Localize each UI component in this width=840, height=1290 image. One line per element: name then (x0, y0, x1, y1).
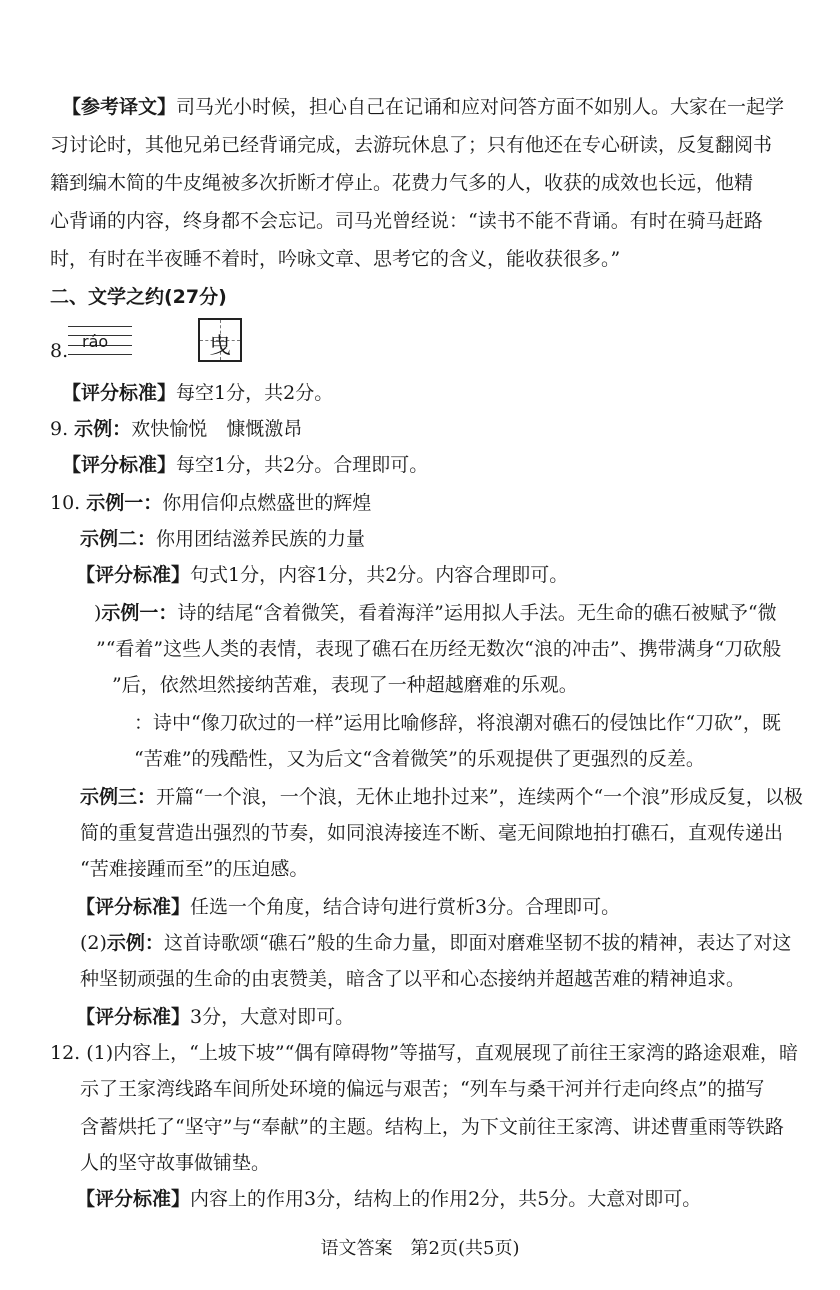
body-text: ：诗中“像刀砍过的一样”运用比喻修辞，将浪潮对礁石的侵蚀比作“刀砍”，既 (134, 712, 781, 734)
body-text: 你用信仰点燃盛世的辉煌 (162, 492, 372, 514)
body-text: 含蓄烘托了“坚守”与“奉献”的主题。结构上，为下文前往王家湾、讲述曹重雨等铁路 (80, 1116, 784, 1138)
page-footer: 语文答案 第2页(共5页) (320, 1238, 520, 1259)
body-text: 籍到编木简的牛皮绳被多次折断才停止。花费力气多的人，收获的成效也长远，他精 (50, 172, 754, 194)
text-line (112, 676, 578, 695)
character-box (198, 318, 242, 362)
body-text: “苦难”的残酷性，又为后文“含着微笑”的乐观提供了更强烈的反差。 (134, 748, 705, 770)
body-text: ”后，依然坦然接纳苦难，表现了一种超越磨难的乐观。 (112, 674, 578, 696)
body-text: ) (94, 602, 102, 624)
text-line (134, 714, 781, 733)
body-text: 你用团结滋养民族的力量 (156, 528, 366, 550)
body-text: 诗的结尾“含着微笑，看着海洋”运用拟人手法。无生命的礁石被赋予“微 (177, 602, 777, 624)
text-line (50, 250, 620, 269)
body-text: 人的坚守故事做铺垫。 (80, 1152, 271, 1174)
section-heading: 二、文学之约(27分) (50, 286, 227, 308)
text-line (50, 212, 763, 231)
text-line (80, 824, 783, 843)
body-text: 开篇“一个浪，一个浪，无休止地扑过来”，连续两个“一个浪”形成反复，以极 (156, 786, 803, 808)
text-line (80, 860, 308, 879)
text-line (80, 1080, 764, 1099)
label-text: 【评分标准】 (76, 1188, 191, 1210)
body-text: 每空1分，共2分。 (176, 382, 334, 404)
text-line (62, 384, 333, 403)
text-line (80, 970, 745, 989)
label-text: 示例一： (101, 602, 178, 624)
text-line (80, 788, 803, 807)
text-line (96, 640, 781, 659)
label-text: 示例三： (80, 786, 157, 808)
text-line (76, 1008, 354, 1027)
body-text: 欢快愉悦 慷慨激昂 (131, 418, 303, 440)
text-line (50, 1044, 798, 1063)
body-text: 司马光小时候，担心自己在记诵和应对问答方面不如别人。大家在一起学 (176, 96, 785, 118)
label-text: 示例： (74, 418, 132, 440)
body-text: 种坚韧顽强的生命的由衷赞美，暗含了以平和心态接纳并超越苦难的精神追求。 (80, 968, 746, 990)
body-text: 这首诗歌颂“礁石”般的生命力量，即面对磨难坚韧不拔的精神，表达了对这 (163, 932, 792, 954)
pinyin-grid (68, 326, 132, 356)
text-line (94, 604, 777, 623)
text-line (80, 1154, 270, 1173)
label-text: 【评分标准】 (62, 454, 177, 476)
text-line (76, 566, 568, 585)
text-line (134, 750, 705, 769)
text-line (62, 98, 784, 117)
label-text: 【评分标准】 (76, 564, 191, 586)
label-text: 示例一： (86, 492, 163, 514)
text-line (76, 898, 620, 917)
label-text: 【评分标准】 (76, 1006, 191, 1028)
body-text: “苦难接踵而至”的压迫感。 (80, 858, 309, 880)
body-text: 示了王家湾线路车间所处环境的偏远与艰苦；“列车与桑干河并行走向终点”的描写 (80, 1078, 765, 1100)
label-text: 示例二： (80, 528, 157, 550)
label-text: 【评分标准】 (62, 382, 177, 404)
character-answer: 曳 (208, 334, 231, 359)
body-text: 习讨论时，其他兄弟已经背诵完成，去游玩休息了；只有他还在专心研读，反复翻阅书 (50, 134, 773, 156)
body-text: 9. (50, 418, 75, 440)
body-text: 每空1分，共2分。合理即可。 (176, 454, 429, 476)
label-text: 示例： (106, 932, 164, 954)
body-text: 简的重复营造出强烈的节奏，如同浪涛接连不断、毫无间隙地拍打礁石，直观传递出 (80, 822, 784, 844)
body-text: 12. (1)内容上，“上坡下坡”“偶有障碍物”等描写，直观展现了前往王家湾的路途艰难，暗 (50, 1042, 799, 1064)
body-text: 内容上的作用3分，结构上的作用2分，共5分。大意对即可。 (190, 1188, 702, 1210)
question-number: 8. (50, 340, 69, 362)
text-line (50, 420, 302, 439)
body-text: 时，有时在半夜睡不着时，吟咏文章、思考它的含义，能收获很多。” (50, 248, 621, 270)
label-text: 【参考译文】 (62, 96, 177, 118)
body-text: 任选一个角度，结合诗句进行赏析3分。合理即可。 (190, 896, 621, 918)
text-line (50, 136, 772, 155)
text-line (62, 456, 428, 475)
text-line (80, 934, 791, 953)
text-line (76, 1190, 701, 1209)
body-text: 10. (50, 492, 87, 514)
text-line (80, 1118, 784, 1137)
text-line (80, 530, 365, 549)
label-text: 【评分标准】 (76, 896, 191, 918)
pinyin-answer: ráo (82, 332, 109, 351)
text-line (50, 494, 371, 513)
body-text: 心背诵的内容，终身都不会忘记。司马光曾经说：“读书不能不背诵。有时在骑马赶路 (50, 210, 763, 232)
body-text: (2) (80, 932, 107, 954)
body-text: ”“看着”这些人类的表情，表现了礁石在历经无数次“浪的冲击”、携带满身“刀砍般 (96, 638, 782, 660)
body-text: 3分，大意对即可。 (190, 1006, 355, 1028)
body-text: 句式1分，内容1分，共2分。内容合理即可。 (190, 564, 569, 586)
text-line (50, 174, 753, 193)
